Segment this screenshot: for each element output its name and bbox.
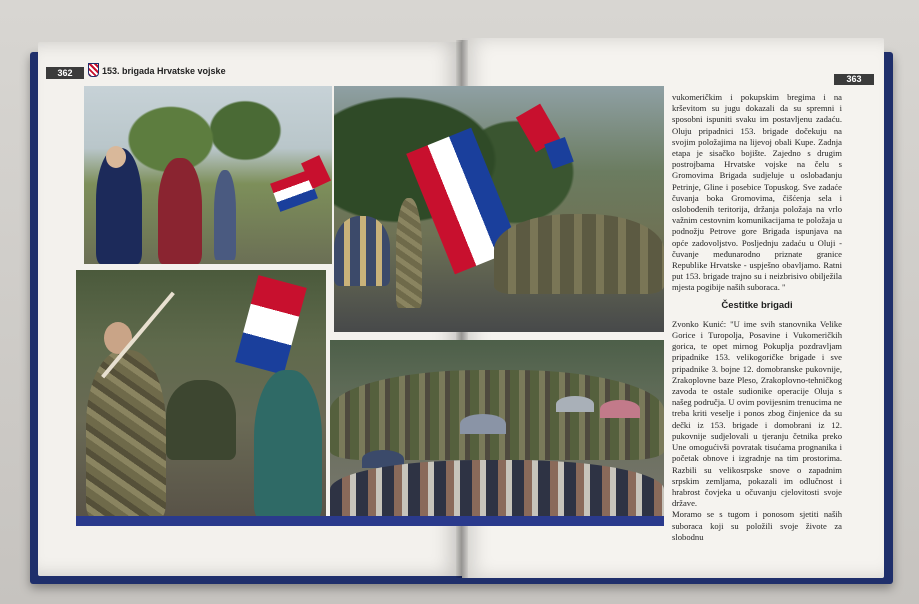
section-heading: Čestitke brigadi — [721, 299, 793, 311]
blue-flag-parade — [544, 137, 574, 169]
bystander-figure — [214, 170, 236, 260]
right-page-number: 363 — [834, 74, 874, 85]
photo-crowd-waving-flags — [84, 86, 332, 264]
left-page-number: 362 — [46, 67, 84, 79]
woman-red-coat-figure — [158, 158, 202, 264]
photo-crowd-umbrellas — [330, 340, 664, 526]
spectators-figure — [334, 216, 390, 286]
umbrella-grey — [460, 414, 506, 434]
photo-parade-with-flag — [334, 86, 664, 332]
soldier-camouflage-figure — [86, 350, 166, 520]
article-paragraph-2: Zvonko Kunić: "U ime svih stanovnika Velike Gorice i Turopolja, Posavine i Vukomeričkih gorica, te opet mirnog Pokuplja pozdravljam pripadnike 153. velikogoričke brigade i sve pripadnike 3. bojne 12. domobranske pukovnije, Zrakoplovne baze Pleso, Zrakoplovno-tehničkog zavoda te ostale sudionike operacije Oluja s našeg područja. U ovim povijesnim trenucima ne treba kriti veselje i ponos zbog činjenice da su dečki iz 153. brigade i domobrani iz 12. pukovnije sudjelovali u tjeranju četnika preko Une omogućivši povratak tisućama prognanika i početak obnove i izgradnje na tim prostorima. Razbili su velikosrpske snove o zapadnim srpskim zemljama, pokazali im odlučnost i hrabrost čovjeka u očuvanju cjelovitosti svoje države. — [672, 318, 842, 509]
umbrella-pink — [600, 400, 640, 418]
croatian-flag-large — [235, 275, 307, 375]
troops-background-figure — [166, 380, 236, 460]
article-text-column — [672, 92, 842, 543]
flag-bearer-figure — [396, 198, 422, 308]
article-paragraph-3: Moramo se s tugom i ponosom sjetiti naših suboraca koji su položili svoje živote za slobodnu — [672, 509, 842, 542]
photo-soldier-with-flag — [76, 270, 326, 520]
blue-rule-divider — [76, 516, 664, 526]
marching-soldiers-figure — [494, 214, 664, 294]
chapter-title: 153. brigada Hrvatske vojske — [102, 66, 226, 76]
article-paragraph-1: vukomeričkim i pokupskim bregima i na krševitom su jugu dokazali da su spremni i sposobni ispuniti svaku im postavljenu zadaću. Oluju pripadnici 153. brigade dočekuju na svojim položajima na lijevoj obali Kupe. Zadnja etapa je sisačko bojište. Zajedno s drugim postrojbama Hrvatske vojske na čelu s Gromovima Brigada sudjeluje u oslobađanju Petrinje, Gline i posebice Topuskog. Sve zadaće čuvanja boka Gromovima, čišćenja sela i oslobođenih teritorija, držanja položaja na vrlo važnim cestovnim komunikacijama te položaja u podnožju Petrove gore Brigada ispunjava na opće zadovoljstvo. Posljednju zadaću u Oluji - čuvanje međunarodno priznate granice Republike Hrvatske - uspješno obavljamo. Ratni put 153. brigade trajno su i neizbrisivo obilježila mjesta pogibije naših suboraca. " — [672, 92, 842, 293]
umbrella-light — [556, 396, 594, 412]
civilian-teal-jacket-figure — [254, 370, 322, 520]
croatian-crest-icon — [88, 63, 99, 77]
face-figure — [106, 146, 126, 168]
